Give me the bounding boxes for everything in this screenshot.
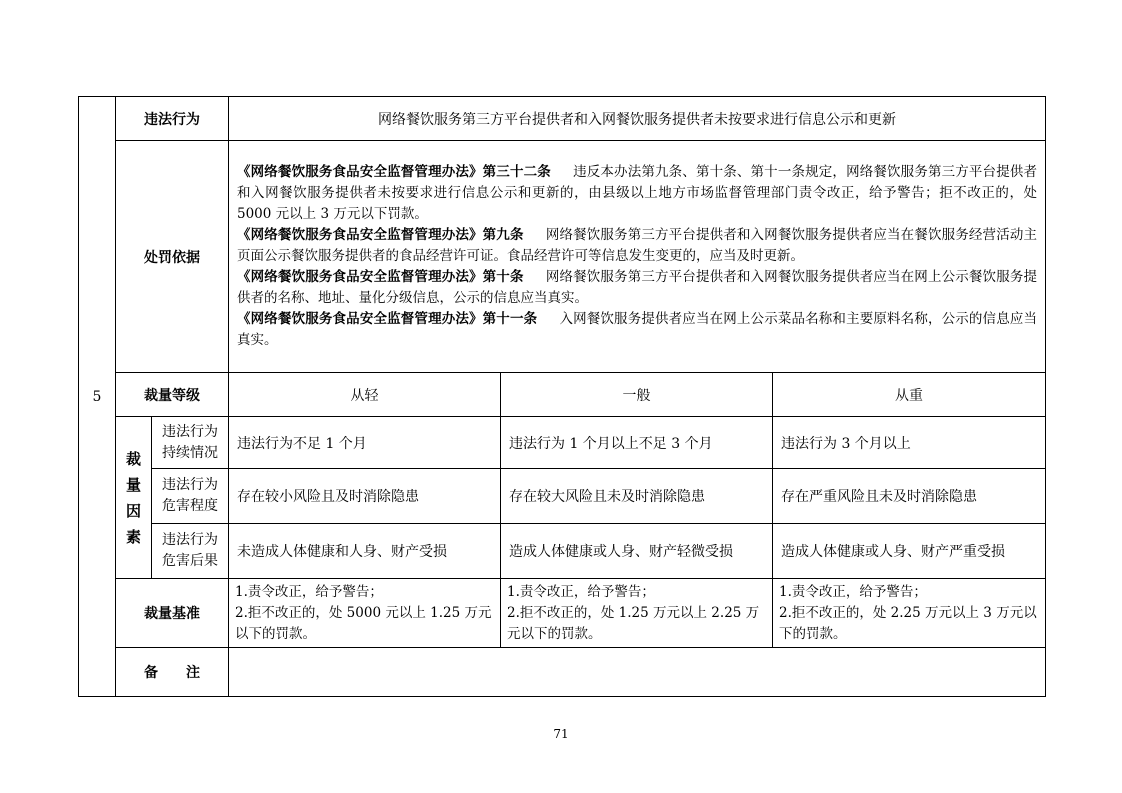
factor-heavy: 造成人体健康或人身、财产严重受损 xyxy=(773,524,1046,579)
remarks-row xyxy=(79,648,1046,697)
violation-text: 网络餐饮服务第三方平台提供者和入网餐饮服务提供者未按要求进行信息公示和更新 xyxy=(229,97,1046,141)
basis-item xyxy=(237,267,1037,309)
page-number: 71 xyxy=(553,727,569,741)
basis-item xyxy=(237,225,1037,267)
basis-row xyxy=(79,141,1046,373)
factor-normal: 存在较大风险且未及时消除隐患 xyxy=(501,469,773,524)
factor-row-consequence xyxy=(79,524,1046,579)
violation-row xyxy=(79,97,1046,141)
factor-normal: 违法行为 1 个月以上不足 3 个月 xyxy=(501,417,773,469)
factor-light: 存在较小风险且及时消除隐患 xyxy=(229,469,501,524)
basis-text xyxy=(229,141,1046,373)
factor-heavy: 违法行为 3 个月以上 xyxy=(773,417,1046,469)
factor-normal: 造成人体健康或人身、财产轻微受损 xyxy=(501,524,773,579)
row-number: 5 xyxy=(79,97,116,697)
basis-item-title: 《网络餐饮服务食品安全监督管理办法》第十一条 xyxy=(237,310,538,327)
factor-name: 违法行为 持续情况 xyxy=(152,417,229,469)
basis-label: 处罚依据 xyxy=(116,141,229,373)
basis-item-text: 网络餐饮服务第三方平台提供者和入网餐饮服务提供者应当在网上公示餐饮服务提供者的名称、地址、量化分级信息，公示的信息应当真实。 xyxy=(237,268,1037,306)
factors-label: 裁 量 因 素 xyxy=(116,417,152,579)
factor-row-severity xyxy=(79,469,1046,524)
violation-label: 违法行为 xyxy=(116,97,229,141)
level-normal: 一般 xyxy=(501,373,773,417)
standard-heavy: 1.责令改正，给予警告； 2.拒不改正的，处 2.25 万元以上 3 万元以 下的罚款。 xyxy=(773,579,1046,648)
remarks-label: 备注 xyxy=(116,648,229,697)
standard-light: 1.责令改正，给予警告； 2.拒不改正的，处 5000 元以上 1.25 万元 以下的罚款。 xyxy=(229,579,501,648)
basis-item-title: 《网络餐饮服务食品安全监督管理办法》第九条 xyxy=(237,226,524,243)
basis-item-title: 《网络餐饮服务食品安全监督管理办法》第十条 xyxy=(237,268,524,285)
level-light: 从轻 xyxy=(229,373,501,417)
factor-light: 未造成人体健康和人身、财产受损 xyxy=(229,524,501,579)
standard-label: 裁量基准 xyxy=(116,579,229,648)
standard-normal: 1.责令改正，给予警告； 2.拒不改正的，处 1.25 万元以上 2.25 万 元以下的罚款。 xyxy=(501,579,773,648)
basis-item-text: 违反本办法第九条、第十条、第十一条规定，网络餐饮服务第三方平台提供者和入网餐饮服务提供者未按要求进行信息公示和更新的，由县级以上地方市场监督管理部门责令改正，给予警告；拒不改正的，处 5000 元以上 3 万元以下罚款。 xyxy=(237,163,1037,222)
basis-item xyxy=(237,309,1037,351)
basis-item-text: 网络餐饮服务第三方平台提供者和入网餐饮服务提供者应当在餐饮服务经营活动主页面公示餐饮服务提供者的食品经营许可证。食品经营许可等信息发生变更的，应当及时更新。 xyxy=(237,226,1037,264)
standard-row xyxy=(79,579,1046,648)
level-heavy: 从重 xyxy=(773,373,1046,417)
factor-light: 违法行为不足 1 个月 xyxy=(229,417,501,469)
levels-label: 裁量等级 xyxy=(116,373,229,417)
levels-row xyxy=(79,373,1046,417)
basis-item xyxy=(237,162,1037,225)
discretion-table xyxy=(78,96,1046,697)
factor-name: 违法行为 危害程度 xyxy=(152,469,229,524)
factor-heavy: 存在严重风险且未及时消除隐患 xyxy=(773,469,1046,524)
factor-name: 违法行为 危害后果 xyxy=(152,524,229,579)
basis-item-title: 《网络餐饮服务食品安全监督管理办法》第三十二条 xyxy=(237,163,551,180)
remarks-content xyxy=(229,648,1046,697)
factor-row-duration xyxy=(79,417,1046,469)
basis-item-text: 入网餐饮服务提供者应当在网上公示菜品名称和主要原料名称，公示的信息应当真实。 xyxy=(237,310,1038,348)
